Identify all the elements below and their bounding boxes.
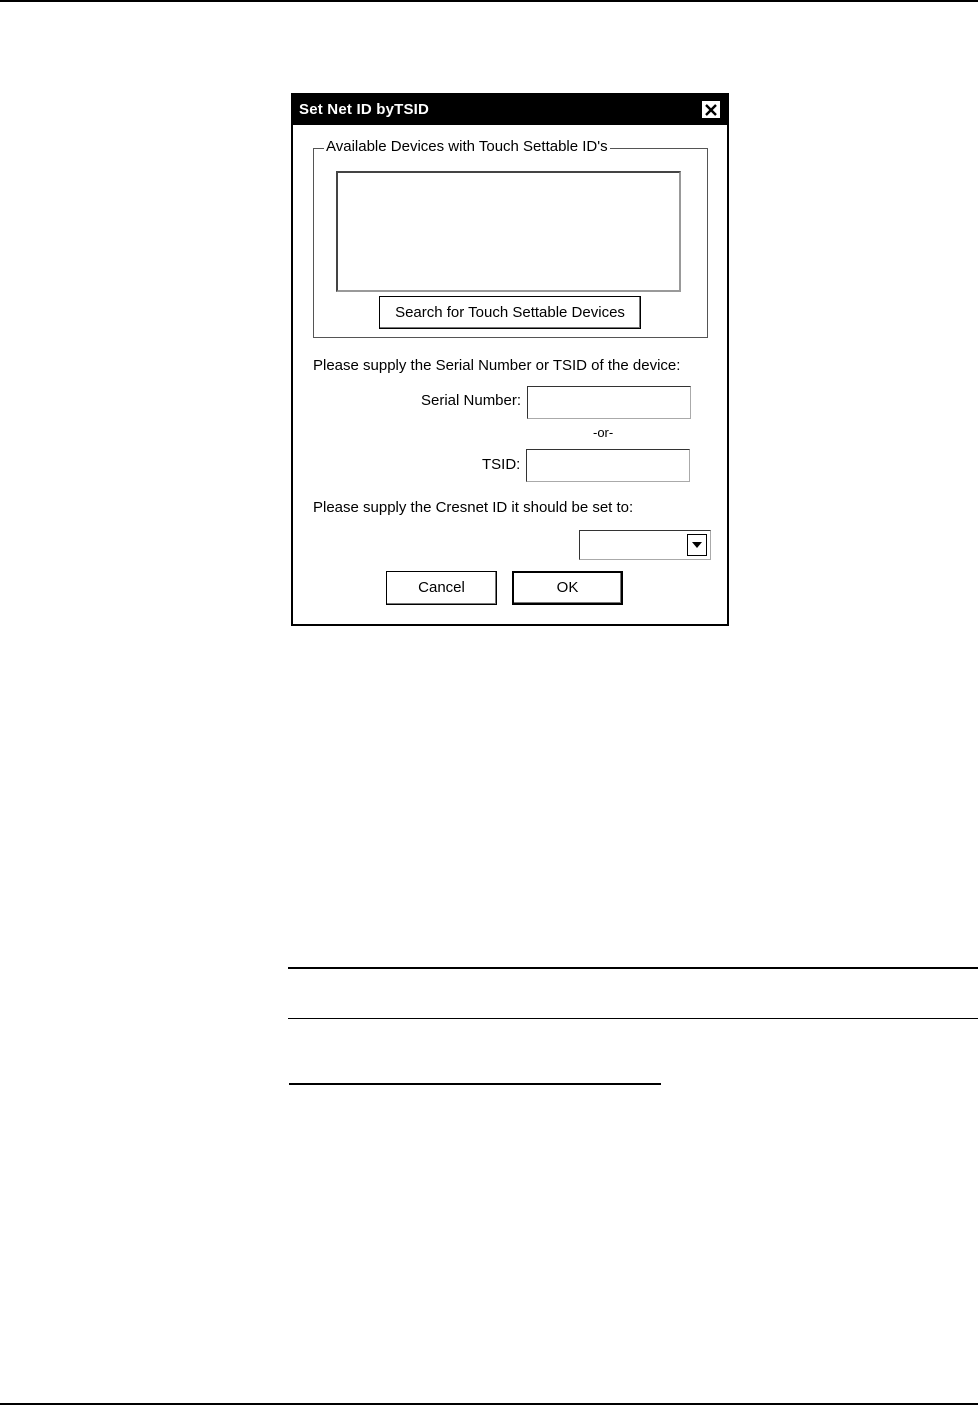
divider-rule-lower: [288, 1018, 978, 1019]
cancel-button[interactable]: Cancel: [386, 571, 497, 605]
page-top-rule: [0, 0, 978, 2]
tsid-field[interactable]: [526, 449, 690, 482]
or-label: -or-: [593, 425, 614, 440]
search-devices-button[interactable]: Search for Touch Settable Devices: [379, 296, 641, 329]
dialog-title: Set Net ID byTSID: [299, 101, 430, 118]
ok-button[interactable]: OK: [512, 571, 623, 605]
available-devices-group: [313, 138, 708, 338]
group-legend: Available Devices with Touch Settable ID's: [326, 138, 608, 155]
devices-listbox[interactable]: [336, 171, 681, 292]
cresnet-id-select[interactable]: [579, 530, 711, 560]
close-icon: [705, 104, 717, 116]
cresnet-instruction: Please supply the Cresnet ID it should be set to:: [313, 499, 634, 516]
chevron-down-icon: [692, 542, 702, 548]
set-net-id-dialog: [291, 93, 729, 626]
serial-number-field[interactable]: [527, 386, 691, 419]
dropdown-button[interactable]: [687, 534, 707, 556]
serial-number-label: Serial Number:: [421, 392, 522, 409]
short-underline-rule: [289, 1083, 661, 1085]
serial-instruction: Please supply the Serial Number or TSID of the device:: [313, 357, 681, 374]
dialog-titlebar: [293, 95, 727, 125]
close-button[interactable]: [701, 100, 721, 119]
tsid-label: TSID:: [482, 456, 521, 473]
page-bottom-rule: [0, 1403, 978, 1405]
divider-rule-upper: [288, 967, 978, 969]
